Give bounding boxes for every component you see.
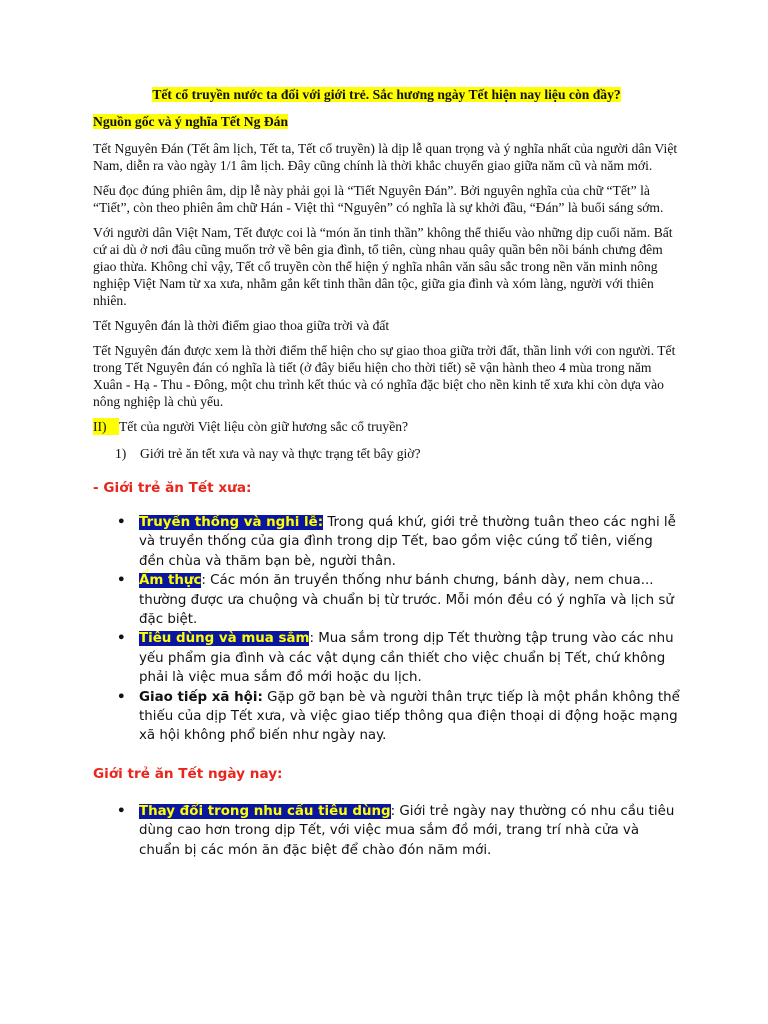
bullet-text: : Các món ăn truyền thống như bánh chưng, bánh dày, nem chua... thường được ưa chuộng và chuẩn bị từ trước. Mỗi món đều có ý nghĩa và lịch sử đặc biệt. <box>139 573 674 628</box>
paragraph-2: Nếu đọc đúng phiên âm, dịp lễ này phải gọi là “Tiết Nguyên Đán”. Bởi nguyên nghĩa của chữ “Tết” là “Tiết”, còn theo phiên âm chữ Hán - Việt thì “Nguyên” có nghĩa là sự khởi đầu, “Đán” là buổi sáng sớm. <box>93 183 664 215</box>
list-item <box>93 688 680 746</box>
sub-1-text: Giới trẻ ăn tết xưa và nay và thực trạng tết bây giờ? <box>140 446 421 461</box>
bullet-text: : Giới trẻ ngày nay thường có nhu cầu tiêu dùng cao hơn trong dịp Tết, với việc mua sắm đồ mới, trang trí nhà cửa và chuẩn bị các món ăn đặc biệt để chào đón năm mới. <box>139 803 675 858</box>
title-text: Tết cổ truyền nước ta đối với giới trẻ. Sắc hương ngày Tết hiện nay liệu còn đầy? <box>152 87 621 102</box>
list-item <box>93 802 680 860</box>
paragraph-5: Tết Nguyên đán được xem là thời điểm thể hiện cho sự giao thoa giữa trời đất, thần linh với con người. Tết trong Tết Nguyên đán có nghĩa là tiết (ở đây biểu hiện cho thời tiết) sẽ vận hành theo 4 mùa trong năm Xuân - Hạ - Thu - Đông, một chu trình kết thúc và có nghĩa đặc biệt cho nền kinh tế xưa khi còn dựa vào nông nghiệp là chủ yếu. <box>93 343 676 409</box>
bullet-icon: • <box>117 689 126 705</box>
present-bullet-list <box>93 802 680 860</box>
section-2-text: Tết của người Việt liệu còn giữ hương sắc cổ truyền? <box>119 419 409 434</box>
bullet-lead: Truyền thống và nghi lễ: <box>139 515 324 530</box>
section-2-heading <box>93 418 680 435</box>
list-item <box>93 513 680 571</box>
paragraph-4: Tết Nguyên đán là thời điểm giao thoa giữa trời và đất <box>93 318 390 333</box>
bullet-lead: Giao tiếp xã hội: <box>139 689 263 705</box>
bullet-text: : Mua sắm trong dịp Tết thường tập trung vào các nhu yếu phẩm gia đình và các vật dụng cần thiết cho việc chuẩn bị Tết, chứ không phải là việc mua sắm đồ mới hoặc du lịch. <box>139 631 674 686</box>
bullet-icon: • <box>117 515 126 530</box>
sub-1-marker: 1) <box>115 446 127 461</box>
paragraph-3: Với người dân Việt Nam, Tết được coi là “món ăn tinh thần” không thể thiếu vào những dịp cuối năm. Bất cứ ai dù ở nơi đâu cũng muốn trở về bên gia đình, tổ tiên, cùng nhau quây quần bên nồi bánh chưng đêm giao thừa. Không chỉ vậy, Tết cổ truyền còn thể hiện ý nghĩa nhân văn sâu sắc trong nền văn minh nông nghiệp Việt Nam từ xa xưa, nhằm gắn kết tinh thần dân tộc, giữa gia đình và xóm làng, người với thiên nhiên. <box>93 225 673 308</box>
past-heading: - Giới trẻ ăn Tết xưa: <box>93 480 252 496</box>
document-title <box>93 86 680 103</box>
past-bullet-list <box>93 513 680 746</box>
bullet-lead: Thay đổi trong nhu cầu tiêu dùng <box>139 803 391 819</box>
section-2-marker: II) <box>93 418 119 435</box>
section-subtitle <box>93 113 680 130</box>
bullet-icon: • <box>117 573 126 589</box>
subtitle-text: Nguồn gốc và ý nghĩa Tết Ng Đán <box>93 114 288 129</box>
paragraph-1: Tết Nguyên Đán (Tết âm lịch, Tết ta, Tết cổ truyền) là dịp lễ quan trọng và ý nghĩa nhất của người dân Việt Nam, diễn ra vào ngày 1/1 âm lịch. Đây cũng chính là thời khắc chuyển giao giữa năm cũ và năm mới. <box>93 141 678 173</box>
bullet-icon: • <box>117 803 126 819</box>
bullet-text: Trong quá khứ, giới trẻ thường tuân theo các nghi lễ và truyền thống của gia đình trong dịp Tết, bao gồm việc cúng tổ tiên, viếng đền chùa và thăm bạn bè, người thân. <box>139 515 676 569</box>
bullet-text: Gặp gỡ bạn bè và người thân trực tiếp là một phần không thể thiếu của dịp Tết xưa, và việc giao tiếp thông qua điện thoại di động hoặc mạng xã hội không phổ biến như ngày nay. <box>139 689 680 744</box>
sub-heading-1 <box>115 445 680 462</box>
bullet-lead: Ẩm thực <box>139 573 202 589</box>
bullet-lead: Tiêu dùng và mua sắm <box>139 631 310 647</box>
present-heading: Giới trẻ ăn Tết ngày nay: <box>93 765 283 782</box>
bullet-icon: • <box>117 631 126 647</box>
list-item <box>93 629 680 687</box>
list-item <box>93 571 680 629</box>
